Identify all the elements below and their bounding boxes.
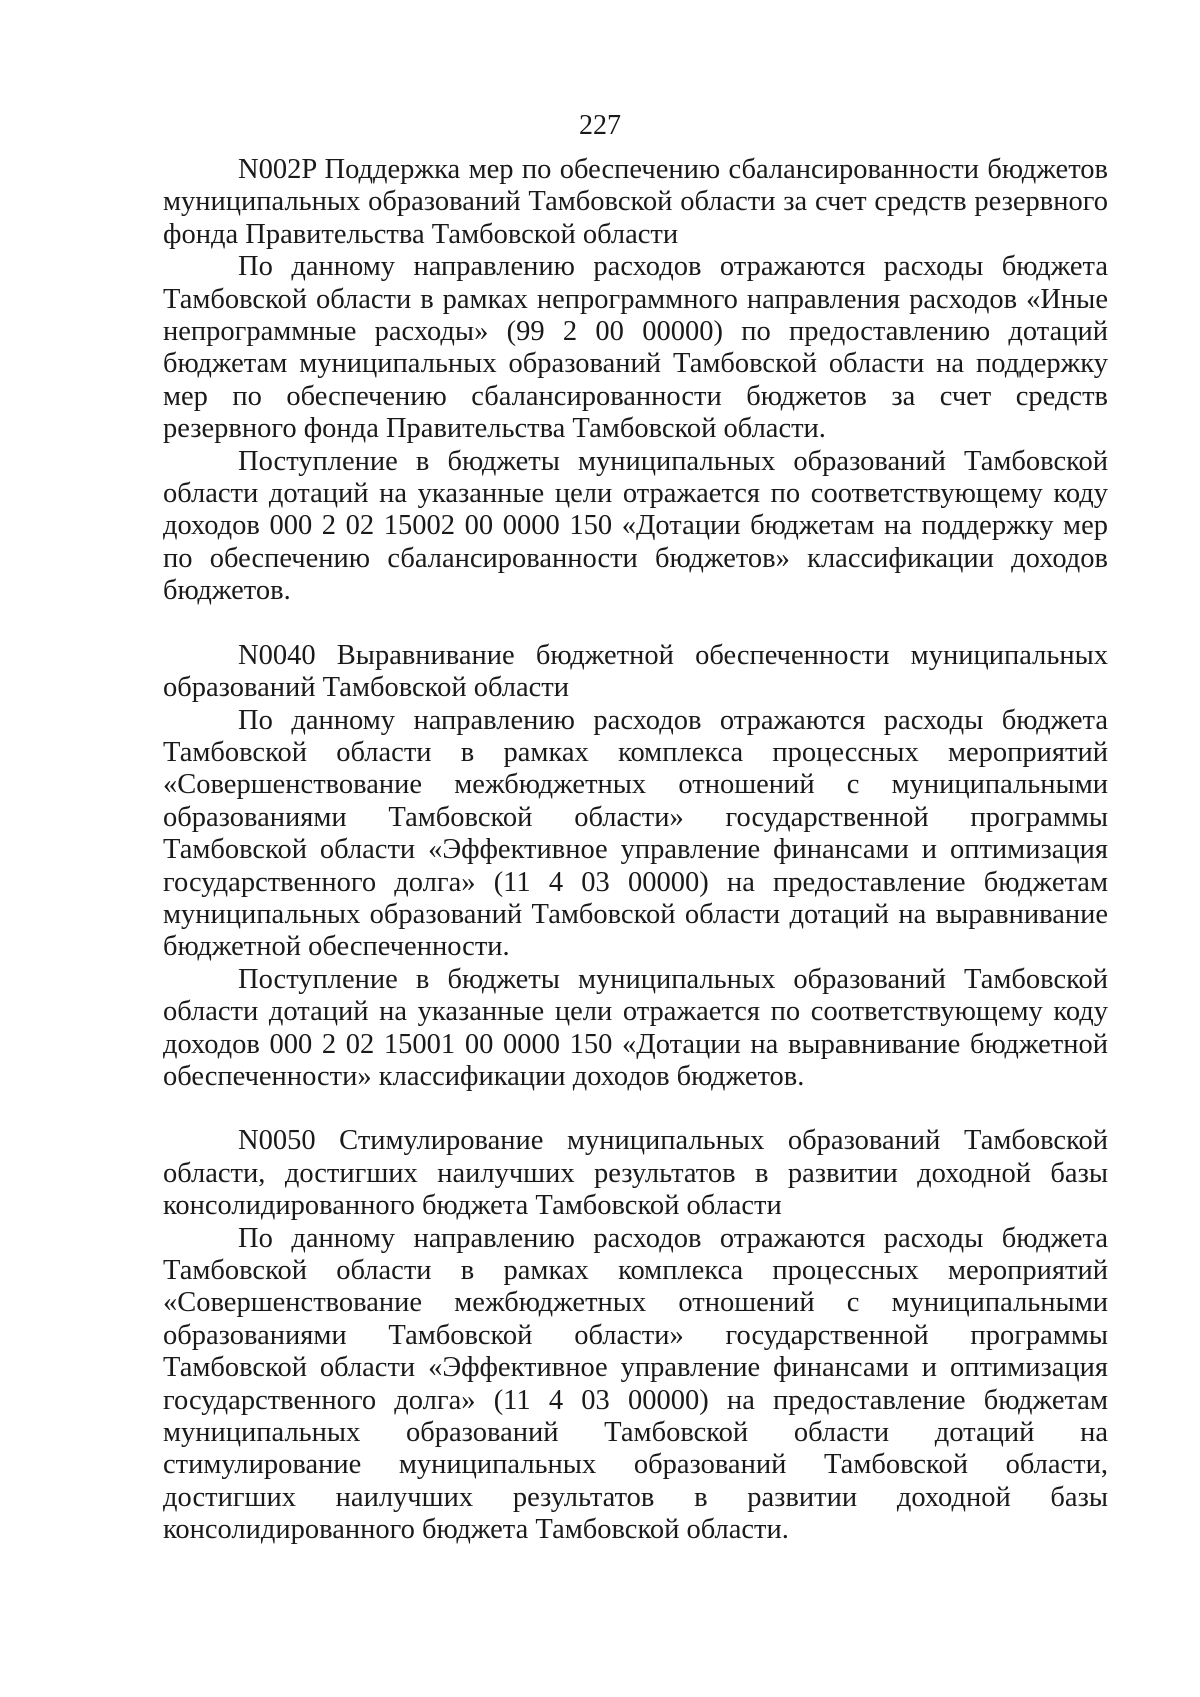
- section-heading: N002P Поддержка мер по обеспечению сбалансированности бюджетов муниципальных образований Тамбовской области за счет средств резервного фонда Правительства Тамбовской области: [163, 154, 1108, 250]
- page-number: 227: [579, 110, 621, 141]
- section-n002p: [163, 154, 1108, 608]
- document-body: [163, 154, 1108, 1547]
- paragraph: По данному направлению расходов отражаются расходы бюджета Тамбовской области в рамках комплекса процессных мероприятий «Совершенствование межбюджетных отношений с муниципальными образованиями Тамбовской области» государственной программы Тамбовской области «Эффективное управление финансами и оптимизация государственного долга» (11 4 03 00000) на предоставление бюджетам муниципальных образований Тамбовской области дотаций на стимулирование муниципальных образований Тамбовской области, достигших наилучших результатов в развитии доходной базы консолидированного бюджета Тамбовской области.: [163, 1222, 1108, 1546]
- paragraph: Поступление в бюджеты муниципальных образований Тамбовской области дотаций на указанные цели отражается по соответствующему коду доходов 000 2 02 15002 00 0000 150 «Дотации бюджетам на поддержку мер по обеспечению сбалансированности бюджетов» классификации доходов бюджетов.: [163, 445, 1108, 607]
- section-heading: N0040 Выравнивание бюджетной обеспеченности муниципальных образований Тамбовской области: [163, 639, 1108, 704]
- section-heading: N0050 Стимулирование муниципальных образований Тамбовской области, достигших наилучших результатов в развитии доходной базы консолидированного бюджета Тамбовской области: [163, 1125, 1108, 1222]
- paragraph: По данному направлению расходов отражаются расходы бюджета Тамбовской области в рамках комплекса процессных мероприятий «Совершенствование межбюджетных отношений с муниципальными образованиями Тамбовской области» государственной программы Тамбовской области «Эффективное управление финансами и оптимизация государственного долга» (11 4 03 00000) на предоставление бюджетам муниципальных образований Тамбовской области дотаций на выравнивание бюджетной обеспеченности.: [163, 704, 1108, 963]
- paragraph: По данному направлению расходов отражаются расходы бюджета Тамбовской области в рамках непрограммного направления расходов «Иные непрограммные расходы» (99 2 00 00000) по предоставлению дотаций бюджетам муниципальных образований Тамбовской области на поддержку мер по обеспечению сбалансированности бюджетов за счет средств резервного фонда Правительства Тамбовской области.: [163, 251, 1108, 445]
- section-n0040: [163, 640, 1108, 1094]
- paragraph: Поступление в бюджеты муниципальных образований Тамбовской области дотаций на указанные цели отражается по соответствующему коду доходов 000 2 02 15001 00 0000 150 «Дотации на выравнивание бюджетной обеспеченности» классификации доходов бюджетов.: [163, 963, 1108, 1092]
- section-n0050: [163, 1125, 1108, 1546]
